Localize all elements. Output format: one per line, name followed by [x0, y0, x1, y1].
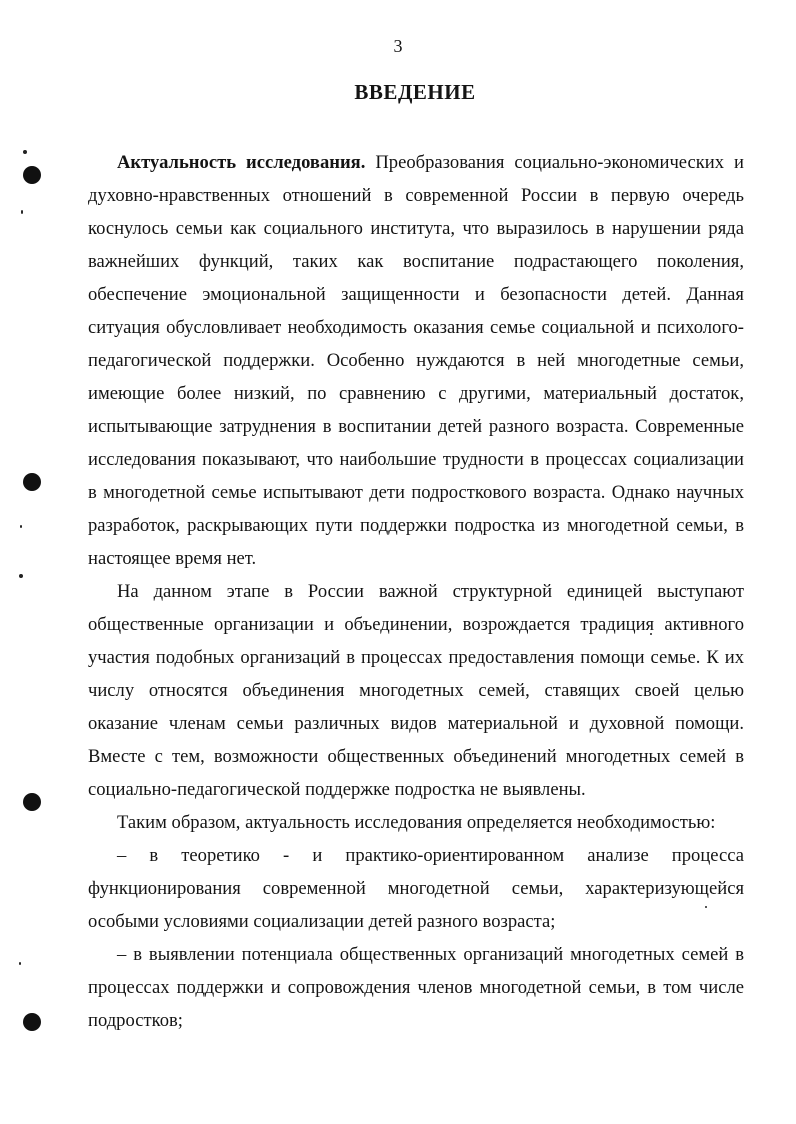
scan-speck — [20, 525, 22, 528]
scan-speck — [19, 574, 23, 578]
scan-speck — [19, 962, 21, 965]
list-item: – в теоретико - и практико-ориентированном анализе процесса функционирования современной многодетной семьи, характеризующейся особыми условиями социализации детей разного возраста; — [88, 845, 744, 932]
document-body — [88, 146, 744, 1037]
paragraph: На данном этапе в России важной структурной единицей выступают общественные организации и объединении, возрождается традиция активного участия подобных организаций в процессах предоставления помощи семье. К их числу относятся объединения многодетных семей, ставящих своей целью оказание членам семьи различных видов материальной и духовной помощи. Вместе с тем, возможности общественных объединений многодетных семей в социально-педагогической поддержке подростка не выявлены. — [88, 581, 744, 800]
scan-speck — [21, 210, 23, 214]
scan-speck — [23, 150, 27, 154]
binder-hole-mark — [23, 1013, 41, 1031]
list-item: – в выявлении потенциала общественных организаций многодетных семей в процессах поддержки и сопровождения членов многодетной семьи, в том числе подростков; — [88, 944, 744, 1031]
binder-hole-mark — [23, 793, 41, 811]
paragraph-text: Преобразования социально-экономических и духовно-нравственных отношений в современной России в первую очередь коснулось семьи как социального института, что выразилось в нарушении ряда важнейших функций, таких как воспитание подрастающего поколения, обеспечение эмоциональной защищенности и безопасности детей. Данная ситуация обусловливает необходимость оказания семье социальной и психолого-педагогической поддержки. Особенно нуждаются в ней многодетные семьи, имеющие более низкий, по сравнению с другими, материальный достаток, испытывающие затруднения в воспитании детей разного возраста. Современные исследования показывают, что наибольшие трудности в процессах социализации в многодетной семье испытывают дети подросткового возраста. Однако научных разработок, раскрывающих пути поддержки подростка из многодетной семьи, в настоящее время нет. — [88, 152, 744, 569]
page-number: 3 — [393, 36, 403, 56]
page-title: ВВЕДЕНИЕ — [354, 80, 476, 104]
binder-hole-mark — [23, 166, 41, 184]
paragraph: Таким образом, актуальность исследования определяется необходимостью: — [117, 812, 716, 833]
paragraph-relevance — [88, 146, 744, 575]
paragraph-lead: Актуальность исследования. — [117, 152, 366, 173]
binder-hole-mark — [23, 473, 41, 491]
